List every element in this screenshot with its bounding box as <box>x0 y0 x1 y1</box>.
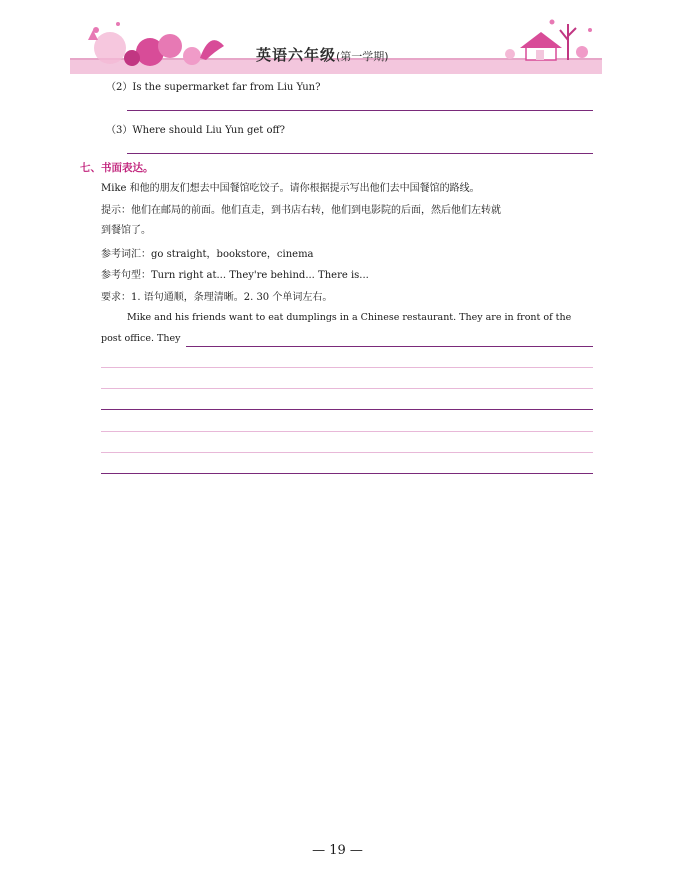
header-decoration <box>0 0 675 80</box>
writing-guide-line <box>101 431 593 432</box>
instruction-line: 提示：他们在邮局的前面。他们直走，到书店右转，他们到电影院的后面，然后他们左转就 <box>101 205 501 216</box>
writing-guide-line <box>101 452 593 453</box>
instruction-line: 参考句型：Turn right at... They're behind... There is... <box>101 270 369 281</box>
question-2 <box>106 78 320 93</box>
writing-line[interactable] <box>186 346 593 347</box>
instruction-line: 要求：1. 语句通顺，条理清晰。2. 30 个单词左右。 <box>101 292 333 303</box>
section-title: 七、书面表达。 <box>80 162 154 174</box>
writing-guide-line <box>101 367 593 368</box>
writing-line[interactable] <box>101 473 593 474</box>
page-number: — 19 — <box>312 843 363 858</box>
book-subtitle: (第一学期) <box>336 50 389 63</box>
answer-line-2[interactable] <box>127 110 593 111</box>
writing-line[interactable] <box>101 409 593 410</box>
writing-guide-line <box>101 388 593 389</box>
instruction-line: 参考词汇：go straight，bookstore，cinema <box>101 249 314 260</box>
question-text: Is the supermarket far from Liu Yun? <box>132 82 321 93</box>
question-number: （3） <box>106 125 133 136</box>
question-number: （2） <box>106 82 133 93</box>
answer-line-3[interactable] <box>127 153 593 154</box>
instruction-line: Mike 和他的朋友们想去中国餐馆吃饺子。请你根据提示写出他们去中国餐馆的路线。 <box>101 183 480 194</box>
book-title: 英语六年级 <box>256 46 337 64</box>
question-text: Where should Liu Yun get off? <box>132 125 285 136</box>
page-header <box>0 0 675 80</box>
essay-text-line-2: post office. They <box>101 333 181 344</box>
essay-text-line-1: Mike and his friends want to eat dumplings in a Chinese restaurant. They are in front of the <box>127 312 572 323</box>
instruction-line: 到餐馆了。 <box>101 225 151 236</box>
question-3 <box>106 121 285 136</box>
header-title <box>256 44 389 65</box>
